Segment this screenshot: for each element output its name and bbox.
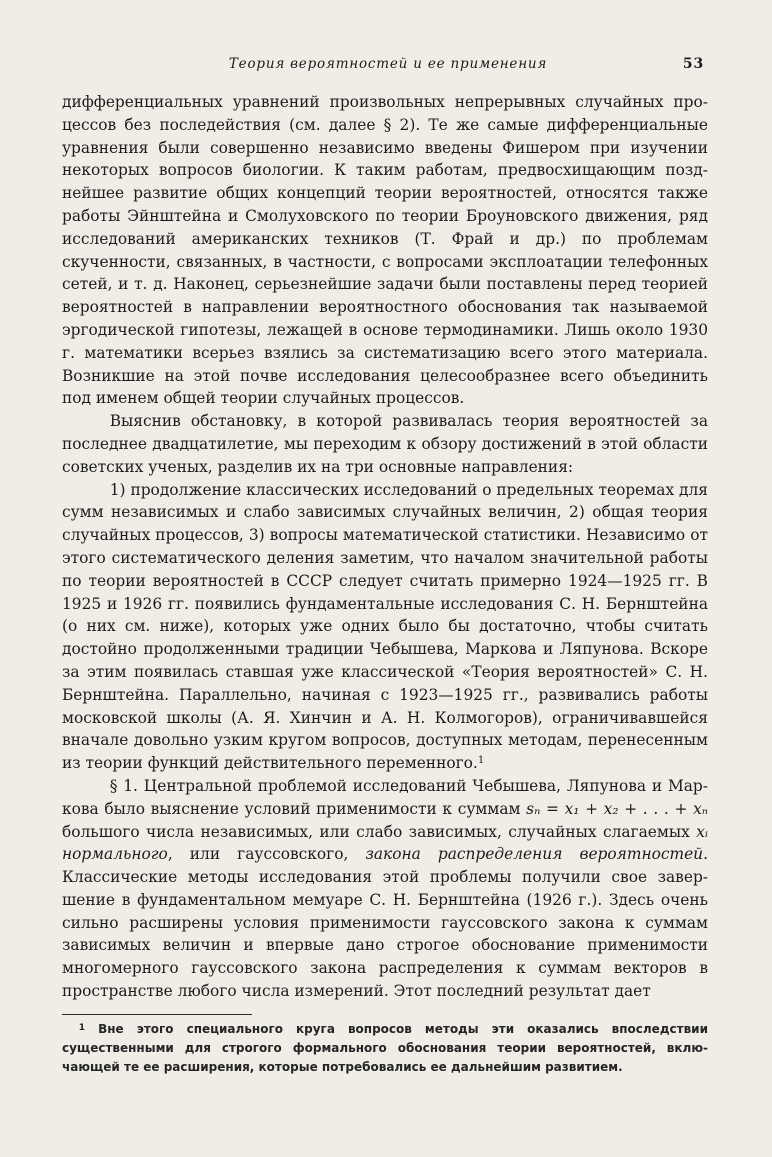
footnote-text: Вне этого специального круга вопросов методы эти оказались впоследствии существенными для строгого формального обоснования теории вероятностей, включающей те ее расширения, которые потребовались ее дальнейшим развитием. — [62, 1022, 708, 1074]
paragraph-4-mid: большого числа независимых, или слабо зависимых, случайных слагаемых — [62, 822, 697, 841]
body-text — [62, 91, 708, 1003]
paragraph-4-or: , или гауссовского, — [167, 845, 366, 864]
paragraph-3 — [62, 479, 708, 775]
footnotes — [62, 1014, 708, 1077]
normal-term: нормального — [62, 845, 168, 864]
probability-law-term: закона распределения вероятностей. — [365, 845, 708, 864]
variable-x-i: xᵢ — [696, 822, 708, 841]
paragraph-2: Выяснив обстановку, в которой развивалась теория вероятностей за последнее двадцатилетие, мы переходим к обзору достижений в этой области советских ученых, разделив их на три основные направления: — [62, 412, 708, 476]
paragraph-3-text: 1) продолжение классических исследований о предельных теоремах для сумм независимых и слабо зависимых случайных величин, 2) общая теория случайных процессов, 3) вопросы математической статистики. Независимо от этого систематического деления заметим, что началом значительной работы по теории вероятностей в СССР следует считать примерно 1924—1925 гг. В 1925 и 1926 гг. появились фундаментальные исследования С. Н. Бернштейна (о них см. ниже), которых уже одних было бы достаточно, чтобы считать достойно продолженными традиции Чебышева, Маркова и Ляпунова. Вскоре за этим появилась ставшая уже классической «Теория вероятностей» С. Н. Бернштейна. Параллельно, начиная с 1923—1925 гг., развивались работы московской школы (А. Я. Хинчин и А. Н. Колмогоров), ограничивавшейся вначале довольно узким кругом вопросов, доступных методам, перенесенным из теории функций действительного переменного. — [62, 480, 708, 773]
footnote-mark: 1 — [78, 1023, 86, 1033]
footnote-reference: 1 — [477, 755, 485, 767]
paragraph-4-end: Классические методы исследования этой проблемы получили свое завершение в фундаментальном мемуаре С. Н. Бернштейна (1926 г.). Здесь очень сильно расширены условия применимости гауссовского закона к суммам зависимых величин и впервые дано строгое обоснование применимости многомерного гауссовского закона распределения к суммам векторов в пространстве любого числа измерений. Этот последний результат дает — [62, 868, 708, 1001]
paragraph-4 — [62, 775, 708, 1003]
footnote-1 — [62, 1020, 708, 1077]
running-title: Теория вероятностей и ее применения — [228, 56, 548, 72]
running-header — [72, 56, 704, 78]
sum-formula: sₙ = x₁ + x₂ + . . . + xₙ — [526, 799, 709, 818]
footnote-divider — [62, 1014, 252, 1015]
paragraph-4-start: § 1. Центральной проблемой исследований Чебышева, Ляпунова и Маркова было выяснение условий применимости к суммам — [62, 776, 708, 818]
paragraph-1: дифференциальных уравнений произвольных непрерывных случайных процессов без последействия (см. далее § 2). Те же самые дифференциальные уравнения были совершенно независимо введены Фишером при изучении некоторых вопросов биологии. К таким работам, предвосхищающим позднейшее развитие общих концепций теории вероятностей, относятся также работы Эйнштейна и Смолуховского по теории Броуновского движения, ряд исследований американских техников (Т. Фрай и др.) по проблемам скученности, связанных, в частности, с вопросами эксплоатации телефонных сетей, и т. д. Наконец, серьезнейшие задачи были поставлены перед теорией вероятностей в направлении вероятностного обоснования так называемой эргодической гипотезы, лежащей в основе термодинамики. Лишь около 1930 г. математики всерьез взялись за систематизацию всего этого материала. Возникшие на этой почве исследования целесообразнее всего объединить под именем общей теории случайных процессов. — [62, 93, 708, 408]
page-number: 53 — [682, 56, 704, 72]
